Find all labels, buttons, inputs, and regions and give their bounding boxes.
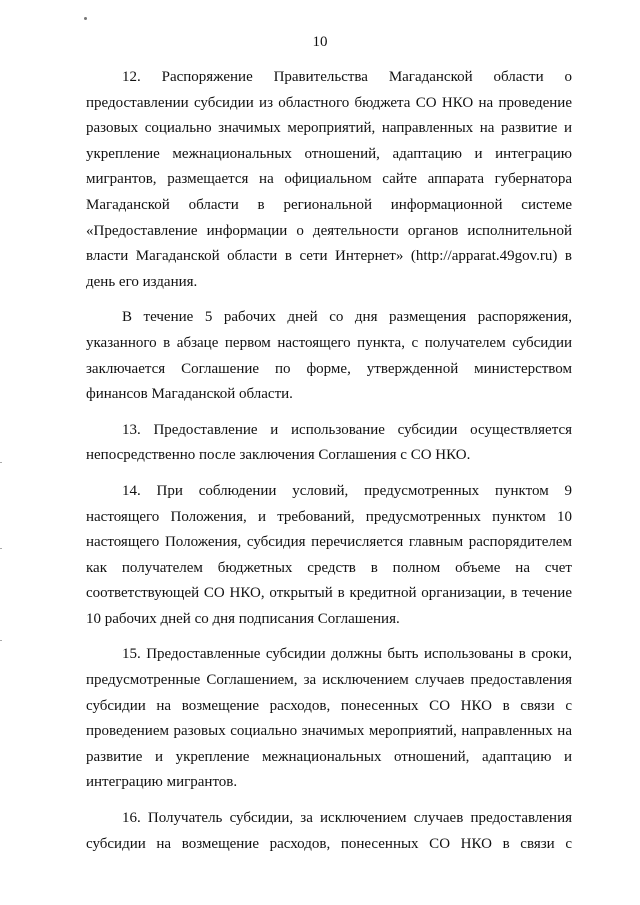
paragraph-13: 13. Предоставление и использование субсидии осуществляется непосредственно после заключения Соглашения с СО НКО. <box>86 421 572 464</box>
document-body <box>86 65 572 867</box>
paragraph-12: 12. Распоряжение Правительства Магаданской области о предоставлении субсидии из областного бюджета СО НКО на проведение разовых социально значимых мероприятий, направленных на развитие и укрепление межнациональных отношений, адаптацию и интеграцию мигрантов, размещается на официальном сайте аппарата губернатора Магаданской области в региональной информационной системе «Предоставление информации о деятельности органов исполнительной власти Магаданской области в сети Интернет» (http://apparat.49gov.ru) в день его издания. <box>86 69 572 290</box>
paragraph-12-agreement: В течение 5 рабочих дней со дня размещения распоряжения, указанного в абзаце первом настоящего пункта, с получателем субсидии заключается Соглашение по форме, утвержденной министерством финансов Магаданской области. <box>86 309 572 403</box>
scan-margin-mark <box>0 640 2 641</box>
scan-margin-mark <box>0 548 2 549</box>
paragraph-14: 14. При соблюдении условий, предусмотренных пунктом 9 настоящего Положения, и требований, предусмотренных пунктом 10 настоящего Положения, субсидия перечисляется главным распорядителем как получателем бюджетных средств в полном объеме на счет соответствующей СО НКО, открытый в кредитной организации, в течение 10 рабочих дней со дня подписания Соглашения. <box>86 482 572 627</box>
page-number: 10 <box>312 34 328 50</box>
scan-margin-mark <box>0 462 2 463</box>
paragraph-15: 15. Предоставленные субсидии должны быть использованы в сроки, предусмотренные Соглашением, за исключением случаев предоставления субсидии на возмещение расходов, понесенных СО НКО в связи с проведением разовых социально значимых мероприятий, направленных на развитие и укрепление межнациональных отношений, адаптацию и интеграцию мигрантов. <box>86 646 572 791</box>
paragraph-16: 16. Получатель субсидии, за исключением случаев предоставления субсидии на возмещение расходов, понесенных СО НКО в связи с <box>86 810 572 852</box>
scan-speck <box>84 17 87 20</box>
